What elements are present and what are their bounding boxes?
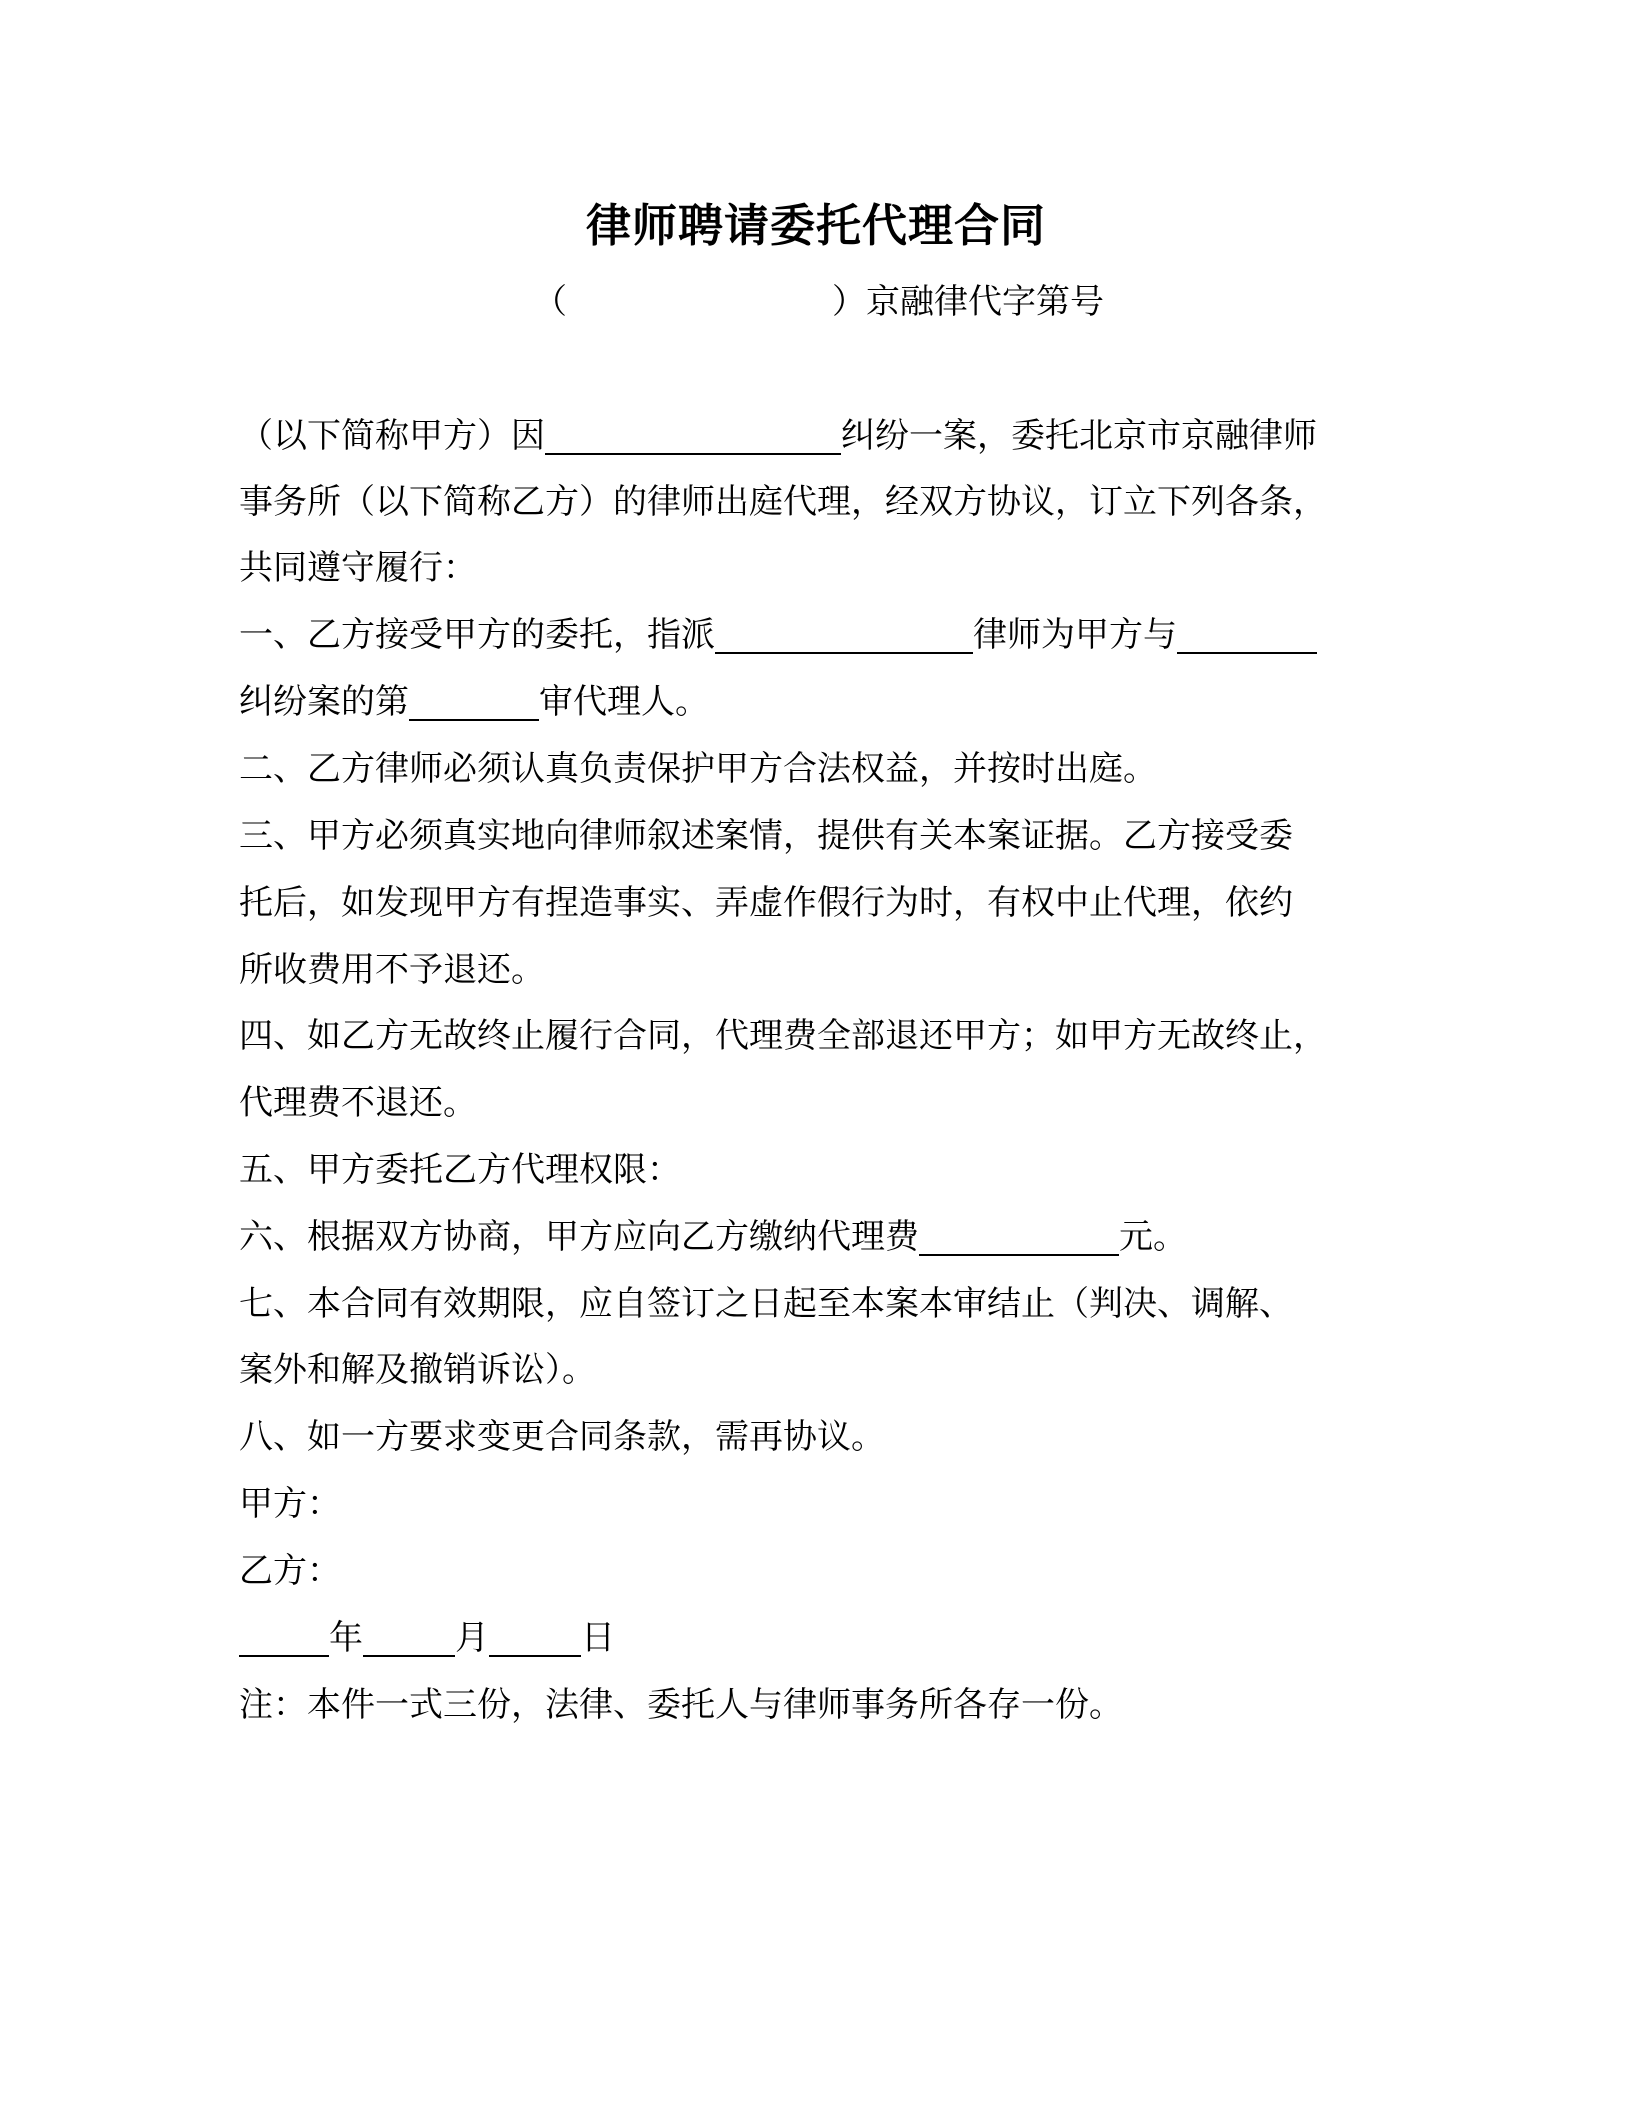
dispute-blank[interactable] xyxy=(545,417,841,455)
day-label: 日 xyxy=(581,1618,615,1658)
party-b-signature: 乙方： xyxy=(239,1551,341,1591)
intro-line-2: 事务所（以下简称乙方）的律师出庭代理，经双方协议，订立下列各条， xyxy=(239,482,1327,522)
document-title: 律师聘请委托代理合同 xyxy=(585,199,1046,252)
clause-4-line-1: 四、如乙方无故终止履行合同，代理费全部退还甲方；如甲方无故终止， xyxy=(239,1016,1327,1056)
month-label: 月 xyxy=(455,1618,489,1658)
document-number xyxy=(533,280,1104,324)
intro-text-1a: （以下简称甲方）因 xyxy=(239,416,545,456)
clause-1-text-b: 律师为甲方与 xyxy=(973,615,1177,655)
clause-3-line-2: 托后，如发现甲方有捏造事实、弄虚作假行为时，有权中止代理，依约 xyxy=(239,883,1293,923)
month-blank[interactable] xyxy=(363,1619,455,1657)
clause-7-line-1: 七、本合同有效期限，应自签订之日起至本案本审结止（判决、调解、 xyxy=(239,1284,1293,1324)
lawyer-name-blank[interactable] xyxy=(715,616,973,654)
clause-7-line-2: 案外和解及撤销诉讼）。 xyxy=(239,1350,596,1390)
clause-1-text-d: 审代理人。 xyxy=(539,682,709,722)
clause-2: 二、乙方律师必须认真负责保护甲方合法权益，并按时出庭。 xyxy=(239,749,1157,789)
clause-6-text-a: 六、根据双方协商，甲方应向乙方缴纳代理费 xyxy=(239,1217,919,1257)
intro-line-3: 共同遵守履行： xyxy=(239,548,477,588)
clause-1-text-a: 一、乙方接受甲方的委托，指派 xyxy=(239,615,715,655)
year-label: 年 xyxy=(329,1618,363,1658)
clause-3-line-3: 所收费用不予退还。 xyxy=(239,950,545,990)
day-blank[interactable] xyxy=(489,1619,581,1657)
copies-note: 注：本件一式三份，法律、委托人与律师事务所各存一份。 xyxy=(239,1685,1123,1725)
clause-5: 五、甲方委托乙方代理权限： xyxy=(239,1150,681,1190)
clause-1-line-1 xyxy=(239,612,1317,658)
opposing-party-blank[interactable] xyxy=(1177,616,1317,654)
fee-amount-blank[interactable] xyxy=(919,1218,1119,1256)
signing-date xyxy=(239,1615,615,1661)
clause-8: 八、如一方要求变更合同条款，需再协议。 xyxy=(239,1417,885,1457)
clause-6-text-b: 元。 xyxy=(1119,1217,1187,1257)
intro-line-1 xyxy=(239,413,1317,459)
clause-6 xyxy=(239,1214,1187,1260)
clause-3-line-1: 三、甲方必须真实地向律师叙述案情，提供有关本案证据。乙方接受委 xyxy=(239,816,1293,856)
number-open-paren: （ xyxy=(533,282,567,322)
intro-text-1b: 纠纷一案，委托北京市京融律师 xyxy=(841,416,1317,456)
clause-4-line-2: 代理费不退还。 xyxy=(239,1083,477,1123)
party-a-signature: 甲方： xyxy=(239,1484,341,1524)
number-close-paren: ） xyxy=(832,282,866,322)
clause-1-text-c: 纠纷案的第 xyxy=(239,682,409,722)
clause-1-line-2 xyxy=(239,679,709,725)
year-blank[interactable] xyxy=(239,1619,329,1657)
number-suffix: 京融律代字第号 xyxy=(866,282,1104,322)
trial-instance-blank[interactable] xyxy=(409,683,539,721)
